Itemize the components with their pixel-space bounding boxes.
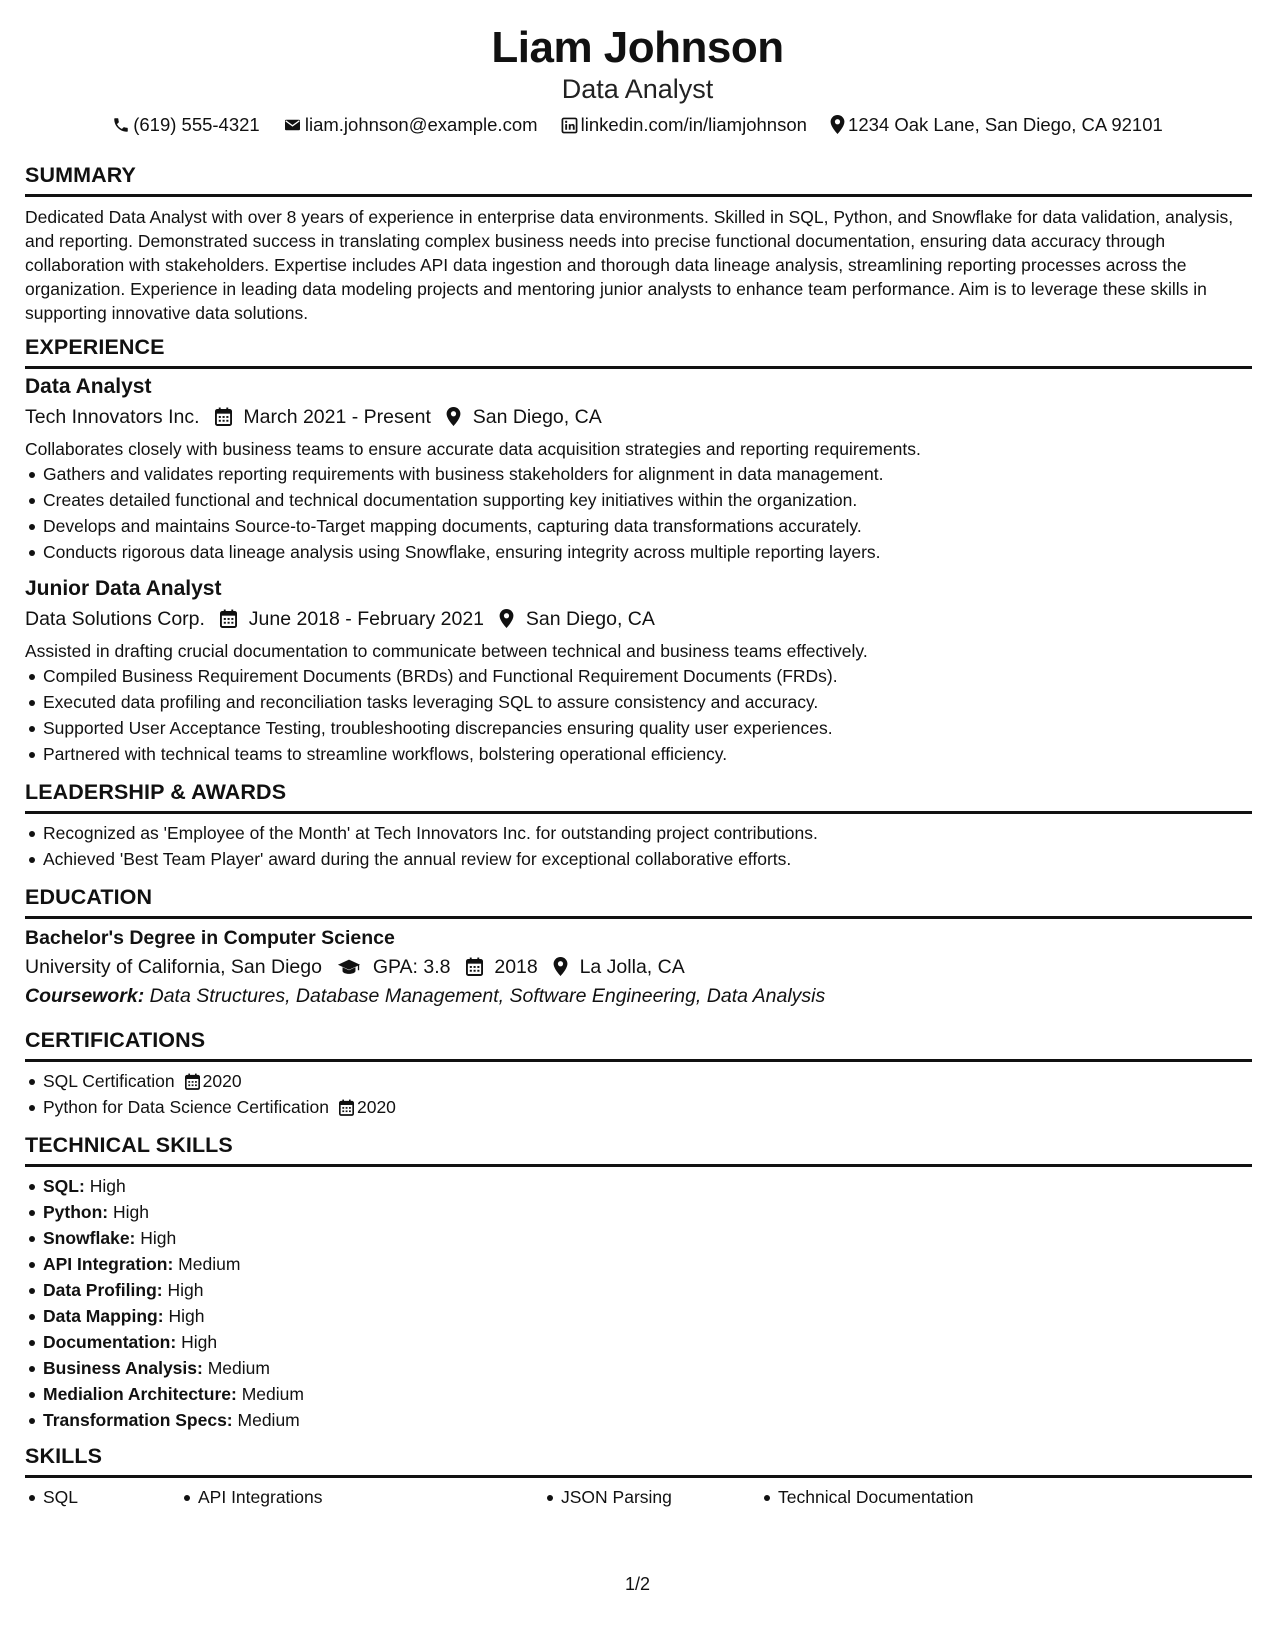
section-divider	[25, 916, 1252, 919]
experience-section	[25, 333, 1252, 767]
leadership-list	[25, 820, 1252, 872]
section-divider	[25, 194, 1252, 197]
graduation-year: 2018	[494, 956, 538, 978]
skill-item: API Integrations	[180, 1484, 323, 1510]
skill-label: Snowflake:	[43, 1228, 136, 1248]
certifications-section	[25, 1026, 1252, 1120]
skill-level: High	[181, 1332, 218, 1352]
technical-skills-section	[25, 1131, 1252, 1433]
linkedin-icon	[561, 117, 578, 134]
coursework	[25, 983, 1252, 1009]
contact-linkedin-text: linkedin.com/in/liamjohnson	[580, 114, 807, 135]
skill-level: High	[168, 1306, 205, 1326]
list-item: Achieved 'Best Team Player' award during the annual review for exceptional collaborative efforts.	[25, 846, 1252, 872]
technical-skills-list	[25, 1173, 1252, 1433]
list-item: Recognized as 'Employee of the Month' at Tech Innovators Inc. for outstanding project contributions.	[25, 820, 1252, 846]
skill-label: Data Mapping:	[43, 1306, 164, 1326]
skill-label: Documentation:	[43, 1332, 177, 1352]
list-item	[25, 1329, 1252, 1355]
skill-level: High	[167, 1280, 204, 1300]
job-dates: March 2021 - Present	[243, 406, 431, 428]
cert-name: SQL Certification	[43, 1071, 175, 1091]
job-description: Collaborates closely with business teams to ensure accurate data acquisition strategies and reporting requirements.	[25, 439, 921, 459]
job-description: Assisted in drafting crucial documentation to communicate between technical and business teams effectively.	[25, 641, 868, 661]
leadership-section	[25, 778, 1252, 872]
coursework-list: Data Structures, Database Management, Software Engineering, Data Analysis	[149, 985, 826, 1007]
contact-address-text: 1234 Oak Lane, San Diego, CA 92101	[848, 114, 1163, 135]
section-divider	[25, 1475, 1252, 1478]
contact-email[interactable]	[283, 113, 538, 137]
job-dates: June 2018 - February 2021	[248, 608, 485, 630]
degree-title: Bachelor's Degree in Computer Science	[25, 927, 395, 949]
job-entry	[25, 373, 1252, 565]
skills-section	[25, 1442, 1252, 1510]
section-divider	[25, 1059, 1252, 1062]
list-item: Creates detailed functional and technical documentation supporting key initiatives within the organization.	[25, 487, 1252, 513]
skill-label: Python:	[43, 1202, 109, 1222]
calendar-icon	[185, 1073, 200, 1090]
job-meta	[25, 606, 1252, 632]
skill-item: SQL	[25, 1484, 78, 1510]
cert-name: Python for Data Science Certification	[43, 1097, 329, 1117]
list-item: Partnered with technical teams to streamline workflows, bolstering operational efficiency.	[25, 741, 1252, 767]
skill-level: High	[89, 1176, 126, 1196]
education-heading: EDUCATION	[25, 885, 153, 909]
list-item: Supported User Acceptance Testing, troubleshooting discrepancies ensuring quality user experiences.	[25, 715, 1252, 741]
experience-heading: EXPERIENCE	[25, 335, 165, 359]
map-marker-icon	[830, 115, 845, 134]
cert-year: 2020	[202, 1071, 242, 1091]
list-item: Executed data profiling and reconciliation tasks leveraging SQL to assure consistency and accuracy.	[25, 689, 1252, 715]
contact-phone[interactable]	[112, 113, 260, 137]
skill-level: High	[113, 1202, 150, 1222]
certifications-list	[25, 1068, 1252, 1120]
list-item	[25, 1277, 1252, 1303]
job-entry	[25, 575, 1252, 767]
gpa: GPA: 3.8	[372, 956, 451, 978]
calendar-icon	[466, 957, 483, 976]
job-location: San Diego, CA	[472, 406, 602, 428]
education-meta	[25, 954, 1252, 980]
skill-level: Medium	[237, 1410, 300, 1430]
skills-heading: SKILLS	[25, 1444, 103, 1468]
skill-label: API Integration:	[43, 1254, 174, 1274]
map-marker-icon	[446, 407, 461, 426]
graduation-cap-icon	[337, 958, 361, 976]
certifications-heading: CERTIFICATIONS	[25, 1028, 206, 1052]
leadership-heading: LEADERSHIP & AWARDS	[25, 780, 287, 804]
skill-level: Medium	[207, 1358, 270, 1378]
contact-linkedin[interactable]	[561, 113, 807, 137]
section-divider	[25, 811, 1252, 814]
list-item	[25, 1407, 1252, 1433]
skill-level: Medium	[241, 1384, 304, 1404]
candidate-title: Data Analyst	[561, 74, 714, 104]
list-item: Develops and maintains Source-to-Target mapping documents, capturing data transformations accurately.	[25, 513, 1252, 539]
envelope-icon	[283, 116, 302, 134]
map-marker-icon	[553, 957, 568, 976]
school-name: University of California, San Diego	[25, 956, 322, 978]
coursework-label: Coursework:	[25, 985, 145, 1007]
job-title: Data Analyst	[25, 375, 152, 398]
technical-skills-heading: TECHNICAL SKILLS	[25, 1133, 233, 1157]
list-item: Compiled Business Requirement Documents (BRDs) and Functional Requirement Documents (FRDs).	[25, 663, 1252, 689]
list-item: Gathers and validates reporting requirements with business stakeholders for alignment in data management.	[25, 461, 1252, 487]
section-divider	[25, 366, 1252, 369]
skill-item: JSON Parsing	[543, 1484, 672, 1510]
page-number: 1/2	[624, 1574, 651, 1594]
job-location: San Diego, CA	[525, 608, 655, 630]
skill-label: SQL:	[43, 1176, 85, 1196]
summary-section	[25, 161, 1252, 325]
contact-bar	[0, 113, 1275, 137]
skill-label: Data Profiling:	[43, 1280, 163, 1300]
map-marker-icon	[499, 609, 514, 628]
list-item	[25, 1199, 1252, 1225]
skills-row	[25, 1484, 1252, 1510]
contact-email-text: liam.johnson@example.com	[304, 114, 538, 135]
skill-label: Medialion Architecture:	[43, 1384, 237, 1404]
calendar-icon	[215, 407, 232, 426]
skill-level: High	[140, 1228, 177, 1248]
job-company: Data Solutions Corp.	[25, 608, 205, 630]
skill-label: Transformation Specs:	[43, 1410, 233, 1430]
list-item	[25, 1355, 1252, 1381]
contact-address	[830, 113, 1163, 137]
summary-text: Dedicated Data Analyst with over 8 years of experience in enterprise data environments. Skilled in SQL, Python, and Snowflake for data validation, analysis, and reporting. Demonstrated success in translating complex business needs into precise functional documentation, ensuring data accuracy through collaboration with stakeholders. Expertise includes API data ingestion and thorough data lineage analysis, streamlining reporting processes across the organization. Experience in leading data modeling projects and mentoring junior analysts to enhance team performance. Aim is to leverage these skills in supporting innovative data solutions.	[25, 207, 1234, 323]
calendar-icon	[339, 1099, 354, 1116]
education-section	[25, 883, 1252, 1009]
job-company: Tech Innovators Inc.	[25, 406, 200, 428]
job-title: Junior Data Analyst	[25, 577, 222, 600]
skill-level: Medium	[178, 1254, 241, 1274]
list-item	[25, 1251, 1252, 1277]
list-item	[25, 1068, 1252, 1094]
cert-year: 2020	[356, 1097, 396, 1117]
phone-icon	[112, 116, 130, 134]
job-bullets	[25, 461, 1252, 565]
list-item	[25, 1094, 1252, 1120]
candidate-name: Liam Johnson	[491, 23, 784, 72]
section-divider	[25, 1164, 1252, 1167]
calendar-icon	[220, 609, 237, 628]
skill-item: Technical Documentation	[760, 1484, 974, 1510]
summary-heading: SUMMARY	[25, 163, 136, 187]
contact-phone-text: (619) 555-4321	[133, 114, 260, 135]
job-meta	[25, 404, 1252, 430]
list-item	[25, 1303, 1252, 1329]
list-item	[25, 1173, 1252, 1199]
skill-label: Business Analysis:	[43, 1358, 203, 1378]
education-location: La Jolla, CA	[579, 956, 685, 978]
list-item	[25, 1381, 1252, 1407]
job-bullets	[25, 663, 1252, 767]
list-item	[25, 1225, 1252, 1251]
list-item: Conducts rigorous data lineage analysis using Snowflake, ensuring integrity across multiple reporting layers.	[25, 539, 1252, 565]
